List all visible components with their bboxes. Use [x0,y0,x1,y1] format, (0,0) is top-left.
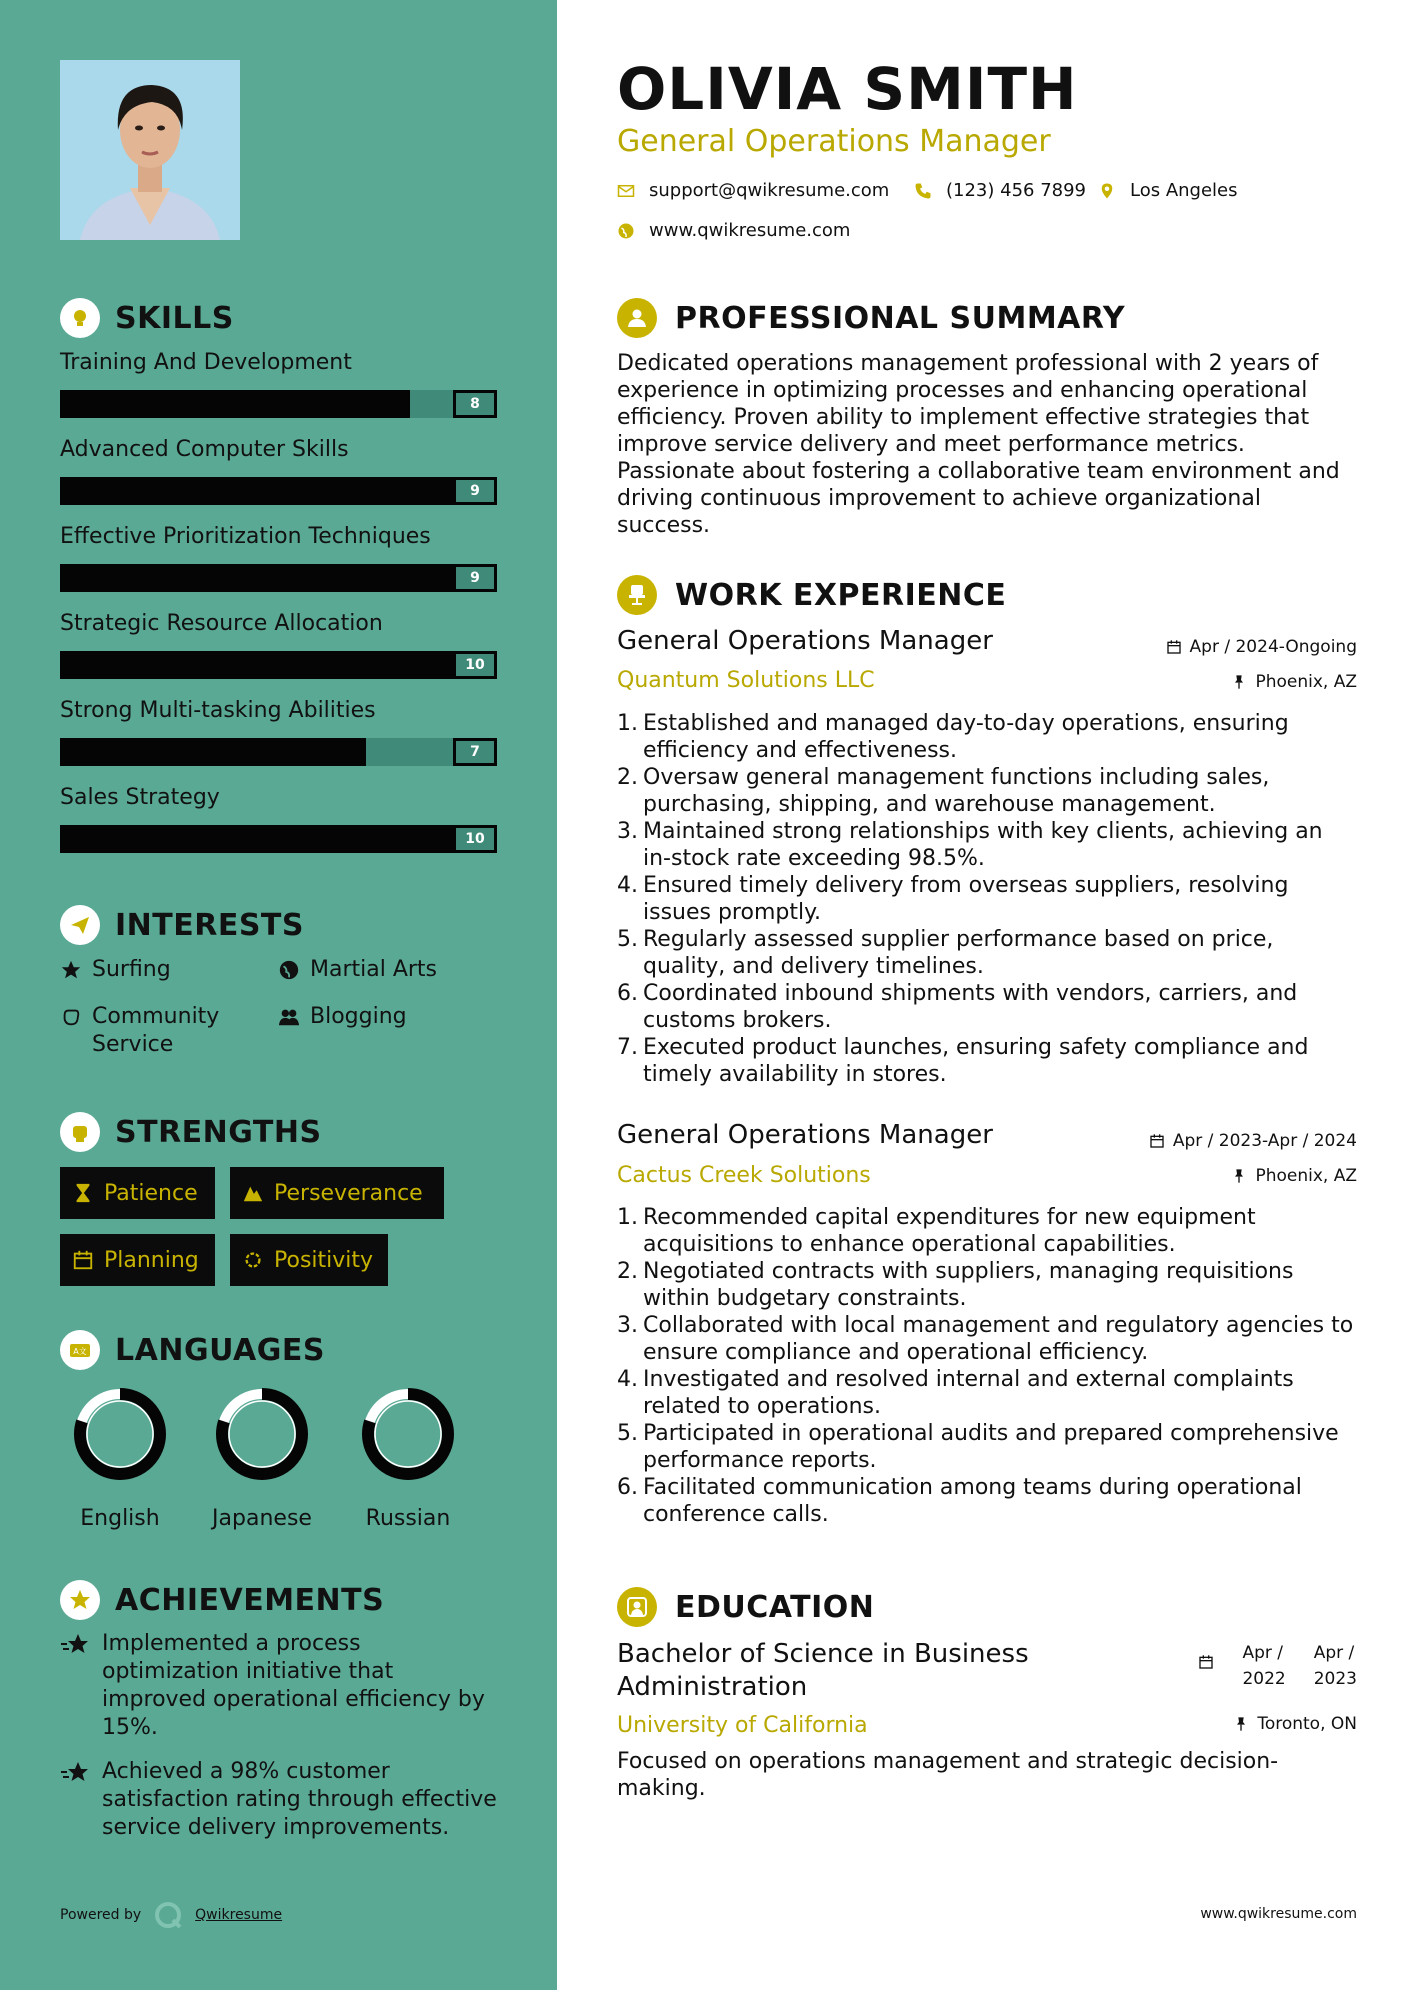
language-name: Russian [365,1506,451,1531]
contact-email[interactable]: support@qwikresume.com [617,180,889,201]
degree-title: Bachelor of Science in Business Administration [617,1639,1029,1702]
globe-icon [278,959,300,981]
skill-bar-fill [60,651,497,679]
interest-item: Blogging [278,1003,407,1031]
skill-level: 10 [453,651,497,679]
globe-icon [617,222,635,240]
skill-name: Training And Development [60,350,352,375]
contact-phone[interactable]: (123) 456 7899 [914,180,1086,201]
language-level-ring [212,1384,312,1484]
pushpin-icon [1233,1716,1249,1732]
strength-badge: Perseverance [230,1167,444,1219]
mountain-icon [242,1182,264,1204]
chair-icon [617,575,657,615]
education-start: Apr / 2022 [1242,1643,1286,1689]
duty-item [617,872,1357,926]
duty-item [617,1204,1357,1258]
fist-icon [60,1112,100,1152]
contact-website[interactable]: www.qwikresume.com [617,220,850,241]
duty-number: 7. [617,1035,638,1060]
duty-text: Coordinated inbound shipments with vendors, carriers, and customs brokers. [643,981,1298,1033]
skill-level: 10 [453,825,497,853]
profile-photo [60,60,240,240]
pushpin-icon [1231,1168,1247,1184]
duty-text: Ensured timely delivery from overseas suppliers, resolving issues promptly. [643,873,1289,925]
duty-text: Negotiated contracts with suppliers, managing requisitions within budgetary constraints. [643,1259,1294,1311]
phone-icon [914,182,932,200]
fast-star-icon [60,1632,92,1660]
duty-text: Established and managed day-to-day operations, ensuring efficiency and effectiveness. [643,711,1289,763]
skill-bar [60,390,497,418]
powered-by: Powered by Qwikresume [60,1900,282,1930]
duty-item [617,1474,1357,1528]
svg-text:A文: A文 [73,1347,87,1356]
education-dates [1198,1640,1357,1692]
skill-bar [60,825,497,853]
skill-bar [60,651,497,679]
duty-item [617,980,1357,1034]
sun-icon [242,1249,264,1271]
graduate-icon [617,1587,657,1627]
duty-number: 2. [617,765,638,790]
language-name: Japanese [212,1506,312,1531]
achievements-heading: ACHIEVEMENTS [60,1580,384,1620]
calendar-icon [1149,1133,1165,1149]
skill-bar [60,477,497,505]
qwikresume-logo-icon [153,1900,183,1930]
duty-text: Collaborated with local management and regulatory agencies to ensure compliance and operational efficiency. [643,1313,1354,1365]
skill-bar-fill [60,564,453,592]
trophy-icon [60,1580,100,1620]
duty-text: Regularly assessed supplier performance based on price, quality, and delivery timelines. [643,927,1274,979]
language-icon [60,1330,100,1370]
skill-bar-fill [60,390,410,418]
summary-heading: PROFESSIONAL SUMMARY [617,298,1125,338]
strength-badge: Patience [60,1167,215,1219]
skill-name: Effective Prioritization Techniques [60,524,431,549]
language-item [212,1384,312,1531]
duty-item [617,926,1357,980]
interests-heading: INTERESTS [60,905,304,945]
education-location: Toronto, ON [1233,1714,1357,1734]
skill-name: Strategic Resource Allocation [60,611,383,636]
candidate-role: General Operations Manager [617,124,1051,159]
interest-item: Surfing [60,956,171,984]
envelope-icon [617,182,635,200]
languages-heading: A文 LANGUAGES [60,1330,325,1370]
achievement-item: Implemented a process optimization initiative that improved operational efficiency by 15%. [60,1630,500,1742]
skill-name: Sales Strategy [60,785,220,810]
users-icon [278,1006,300,1028]
duty-number: 1. [617,1205,638,1230]
job-title: General Operations Manager [617,626,993,656]
job-dates: Apr / 2023-Apr / 2024 [1149,1131,1357,1151]
duty-text: Participated in operational audits and prepared comprehensive performance reports. [643,1421,1339,1473]
strength-badge: Planning [60,1234,215,1286]
achievement-item: Achieved a 98% customer satisfaction rating through effective service delivery improvements. [60,1758,500,1842]
skill-bar-fill [60,738,366,766]
language-name: English [80,1506,160,1531]
map-pin-icon [1098,182,1116,200]
duty-item [617,710,1357,764]
calendar-icon [1198,1654,1214,1670]
star-icon [60,959,82,981]
interest-item: Community Service [60,1003,260,1059]
skill-bar-fill [60,825,497,853]
language-item [70,1384,170,1531]
job-company: Cactus Creek Solutions [617,1163,871,1188]
duty-text: Investigated and resolved internal and external complaints related to operations. [643,1367,1294,1419]
skill-name: Advanced Computer Skills [60,437,349,462]
hand-icon [60,1006,82,1028]
job-title: General Operations Manager [617,1120,993,1150]
skill-level: 7 [453,738,497,766]
duty-text: Recommended capital expenditures for new equipment acquisitions to enhance operational capabilities. [643,1205,1256,1257]
duty-item [617,1366,1357,1420]
duty-number: 2. [617,1259,638,1284]
experience-heading: WORK EXPERIENCE [617,575,1006,615]
skill-level: 9 [453,477,497,505]
duty-item [617,1312,1357,1366]
duty-item [617,1420,1357,1474]
language-item [358,1384,458,1531]
skill-level: 9 [453,564,497,592]
education-description: Focused on operations management and strategic decision-making. [617,1749,1279,1801]
skill-bar-fill [60,477,453,505]
duty-text: Facilitated communication among teams during operational conference calls. [643,1475,1302,1527]
job-dates: Apr / 2024-Ongoing [1166,637,1357,657]
skill-level: 8 [453,390,497,418]
lightbulb-icon [60,298,100,338]
duty-number: 6. [617,1475,638,1500]
duty-item [617,818,1357,872]
duty-number: 5. [617,927,638,952]
duty-number: 3. [617,1313,638,1338]
duty-text: Executed product launches, ensuring safety compliance and timely availability in stores. [643,1035,1309,1087]
education-heading: EDUCATION [617,1587,874,1627]
calendar-icon [72,1249,94,1271]
skill-name: Strong Multi-tasking Abilities [60,698,376,723]
strength-badge: Positivity [230,1234,388,1286]
duty-text: Oversaw general management functions including sales, purchasing, shipping, and warehouse management. [643,765,1270,817]
pushpin-icon [1231,674,1247,690]
duty-text: Maintained strong relationships with key clients, achieving an in-stock rate exceeding 98.5%. [643,819,1323,871]
duty-item [617,1258,1357,1312]
job-location: Phoenix, AZ [1231,1166,1357,1186]
strengths-heading: STRENGTHS [60,1112,322,1152]
language-level-ring [70,1384,170,1484]
duty-number: 4. [617,1367,638,1392]
footer-website-link[interactable]: www.qwikresume.com [1200,1906,1357,1922]
summary-text: Dedicated operations management professional with 2 years of experience in optimizing processes and enhancing operational efficiency. Proven ability to implement effective strategies that improve service delivery and meet performance metrics. Passionate about fostering a collaborative team environment and driving continuous improvement to achieve organizational success. [617,351,1340,538]
job-duties [617,1204,1357,1528]
skills-heading: SKILLS [60,298,234,338]
job-location: Phoenix, AZ [1231,672,1357,692]
duty-number: 5. [617,1421,638,1446]
skill-bar [60,564,497,592]
language-level-ring [358,1384,458,1484]
job-duties [617,710,1357,1088]
user-icon [617,298,657,338]
duty-number: 4. [617,873,638,898]
duty-number: 6. [617,981,638,1006]
school-name: University of California [617,1713,868,1738]
skill-bar [60,738,497,766]
duty-item [617,764,1357,818]
duty-item [617,1034,1357,1088]
sidebar [0,0,557,1990]
fast-star-icon [60,1760,92,1788]
candidate-name: OLIVIA SMITH [617,55,1078,123]
job-company: Quantum Solutions LLC [617,668,875,693]
calendar-icon [1166,639,1182,655]
contact-location: Los Angeles [1098,180,1238,201]
duty-number: 3. [617,819,638,844]
main-content [557,0,1407,1990]
hourglass-icon [72,1182,94,1204]
interest-item: Martial Arts [278,956,437,984]
qwikresume-link[interactable]: Qwikresume [195,1907,283,1923]
education-end: Apr / 2023 [1313,1643,1357,1689]
duty-number: 1. [617,711,638,736]
paper-plane-icon [60,905,100,945]
